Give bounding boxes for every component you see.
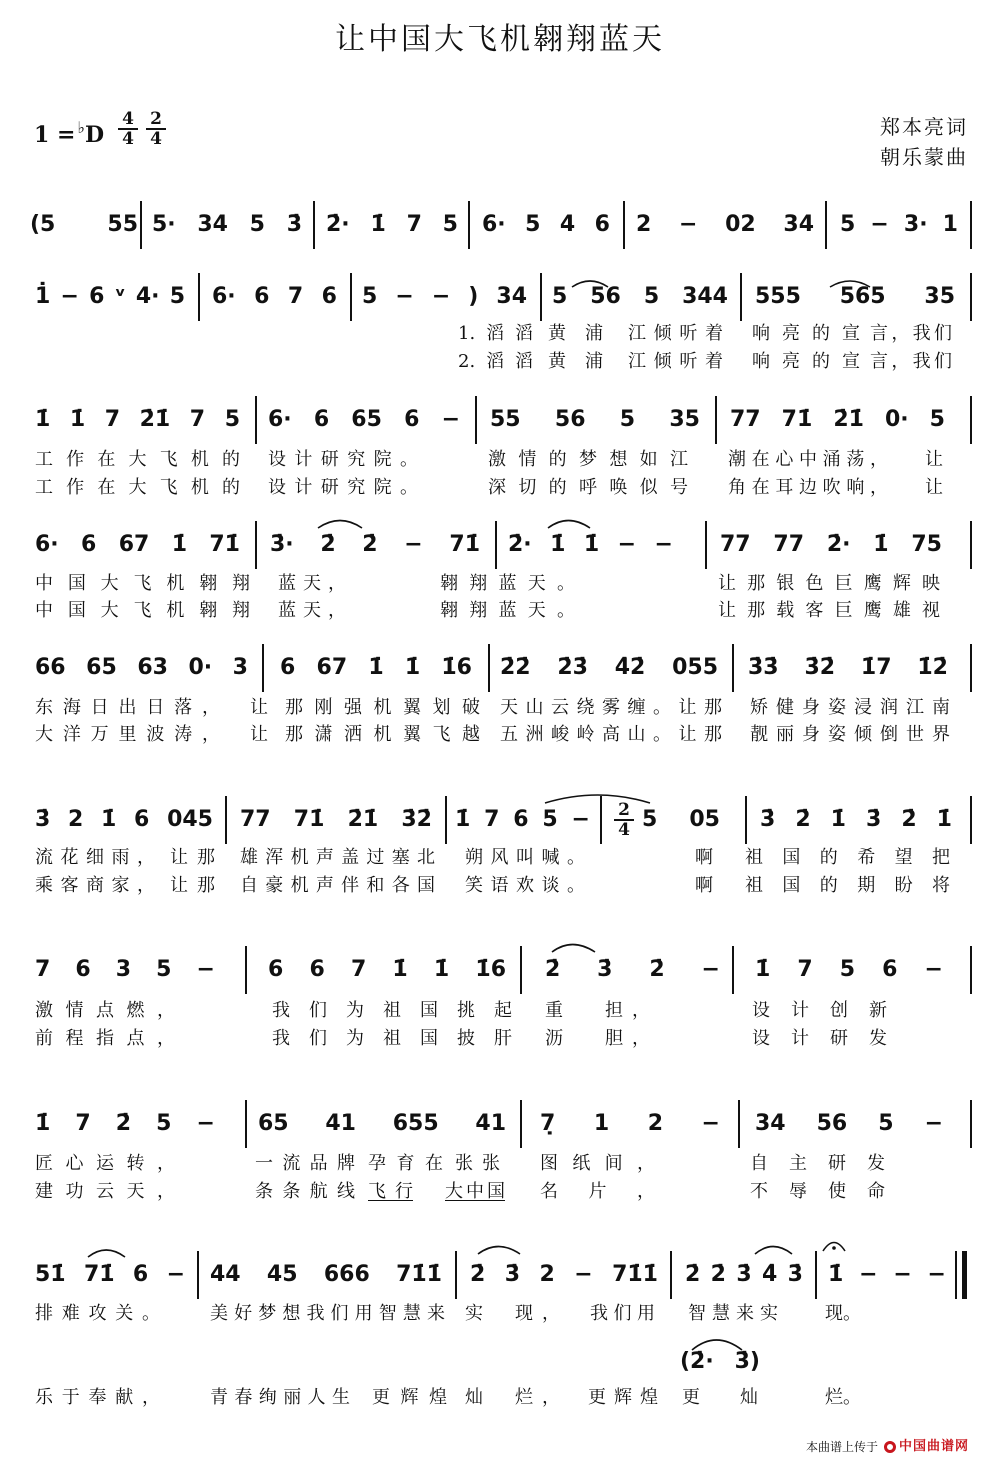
lyricist-credit: 郑本亮词 (880, 115, 968, 139)
measure: 1̇ − 6 ᵛ 4· 5 (35, 284, 185, 309)
lyric-segment: 黄浦 (548, 323, 603, 344)
song-title: 让中国大飞机翱翔蓝天 (335, 22, 665, 57)
lyric-segment: 让 (250, 724, 268, 745)
time-denominator: 4 (146, 128, 166, 148)
lyric-segment: 设计创新 (752, 1000, 887, 1021)
measure: 6 67 1̇ 1̇ 1̇6 (280, 655, 472, 680)
lyric-segment: 名片， (540, 1181, 655, 1202)
tie-arc (755, 1247, 792, 1255)
measure: 1̇ 7 5 6 − (755, 957, 943, 982)
lyric-segment: 流花细雨， (35, 847, 155, 868)
tie-arc (88, 1250, 125, 1257)
lyric-segment: 中国大飞机翱翔 (35, 600, 250, 621)
lyric-segment: 翱翔蓝天。 (440, 573, 575, 594)
measure: (5 55 (30, 212, 138, 237)
lyric-segment: 自豪机声伴和各国 (240, 875, 435, 896)
lyric-segment: 让那 (170, 875, 215, 896)
flat-sign: ♭ (77, 118, 85, 137)
measure: 34 56 5 − (755, 1111, 943, 1136)
lyric-segment: 沥 (545, 1028, 563, 1049)
site-name-link[interactable]: 中国曲谱网 (899, 1439, 970, 1454)
lyric-segment: 孕育在 (368, 1153, 443, 1174)
lyric-segment: 担， (605, 1000, 650, 1021)
measure: 3̇· 2̇ 2̇ − 71̇ (270, 532, 480, 557)
measure: 66 65 63 0· 3 (35, 655, 248, 680)
lyric-segment: 我们用 (590, 1303, 655, 1324)
lyric-segment: 乘客商家， (35, 875, 155, 896)
lyric-segment: 一流品牌 (255, 1153, 355, 1174)
measure: 6· 5 4 6 (482, 212, 610, 237)
lyric-segment: 更辉煌 (588, 1387, 658, 1408)
measure: 7̣ 1 2 − (540, 1111, 720, 1136)
lyric-segment: 自主研发 (750, 1153, 885, 1174)
tie-arc (692, 1340, 742, 1350)
composer-credit: 朝乐蒙曲 (880, 145, 968, 169)
lyric-segment: 祖国的期盼将 (745, 875, 950, 896)
footer-text: 本曲谱上传于 (806, 1440, 879, 1454)
music-site-logo-icon (884, 1441, 896, 1453)
measure: 5 56 5 344 (552, 284, 728, 309)
measure: 1̇ 1̇ 7 2̇1̇ 7 5 (35, 407, 240, 432)
lyric-segment: 江倾听着 (628, 351, 723, 372)
lyric-segment: 言，我们 (870, 323, 952, 344)
measure: 1̇ 7 6 5 − (455, 807, 590, 832)
lyric-segment: 烂。 (825, 1387, 861, 1408)
measure: 6· 6 7 6 (212, 284, 337, 309)
measure: 77 77 2̇· 1̇ 75 (720, 532, 942, 557)
lyric-segment: 深切的呼唤似号 (488, 477, 688, 498)
lyric-segment: 青春绚丽人生 (210, 1387, 350, 1408)
lyric-segment: 更辉煌 (372, 1387, 447, 1408)
lyric-segment: 胆， (605, 1028, 650, 1049)
lyric-segment: 靓丽身姿倾倒世界 (750, 724, 950, 745)
measure: 2̇ 2̇ 3̇ 4̇ 3̇ (685, 1262, 803, 1287)
lyric-segment: 雄浑机声盖过塞北 (240, 847, 435, 868)
time-denominator: 4 (118, 128, 138, 148)
tie-arc (545, 795, 650, 803)
measure: 65 41 655 41 (258, 1111, 506, 1136)
lyric-segment: 实 (465, 1303, 483, 1324)
lyric-segment: 让那 (170, 847, 215, 868)
lyric-segment: 朔风叫喊。 (465, 847, 585, 868)
measure: 5 05 (642, 807, 720, 832)
lyric-segment: 匠心运转， (35, 1153, 175, 1174)
measure: 555 565 35 (755, 284, 955, 309)
measure: 51̇ 71̇ 6 − (35, 1262, 185, 1287)
lyric-segment: 设计研究院。 (268, 477, 418, 498)
alternate-notes: (2̇· 3̇) (680, 1349, 760, 1374)
time-denominator: 4 (614, 819, 634, 839)
measure: 3̇3̇ 3̇2̇ 1̇7 1̇2̇ (748, 655, 948, 680)
measure: 7 6 3 5 − (35, 957, 215, 982)
measure: 5· 34 5 3̇ (152, 212, 302, 237)
lyric-segment: 工作在大飞机的 (35, 449, 240, 470)
lyric-segment: 重 (545, 1000, 563, 1021)
measure: 5 − − ) 34 (362, 284, 527, 309)
lyric-segment: 张张 (455, 1153, 500, 1174)
lyric-segment: 让那载客巨鹰雄视 (718, 600, 940, 621)
measure: 2̇ 3̇ 2̇ − (545, 957, 720, 982)
lyric-segment: 灿 (465, 1387, 483, 1408)
lyric-segment: 设计研究院。 (268, 449, 418, 470)
tie-arc (552, 945, 595, 953)
lyric-segment: 翱翔蓝天。 (440, 600, 575, 621)
lyric-segment: 让 (925, 477, 943, 498)
measure: 6· 6 67 1̇ 71̇ (35, 532, 240, 557)
measure: 44 45 666 71̇1̇ (210, 1262, 442, 1287)
lyric-segment: 蓝天， (278, 573, 346, 594)
key-tonic: D (84, 122, 105, 148)
lyric-segment: 天山云绕雾缠。让那 (500, 697, 722, 718)
lyric-segment: 激情点燃， (35, 1000, 175, 1021)
lyric-segment: 中国大飞机翱翔 (35, 573, 250, 594)
lyric-segment-underlined: 飞行 (368, 1181, 413, 1202)
measure: 1̇ − − − (828, 1262, 946, 1287)
measure: 2 − 02 34 (636, 212, 814, 237)
lyric-segment: 五洲峻岭高山。让那 (500, 724, 722, 745)
measure: 6 6 7 1̇ 1̇ 1̇6 (268, 957, 506, 982)
lyric-segment: 那潇洒机翼飞越 (285, 724, 480, 745)
measure: 3̇ 2̇ 1̇ 3̇ 2̇ 1̇ (760, 807, 952, 832)
lyric-segment: 江倾听着 (628, 323, 723, 344)
time-numerator: 4 (122, 109, 134, 129)
lyric-segment: 那刚强机翼划破 (285, 697, 480, 718)
measure: 77 71̇ 2̇1̇ 3̇2̇ (240, 807, 432, 832)
lyric-segment: 排难攻关。 (35, 1303, 160, 1324)
fermata-dot (832, 1246, 836, 1250)
lyric-segment: 条条航线 (255, 1181, 355, 1202)
time-numerator: 2 (618, 800, 630, 820)
measure: 3̇ 2 1̇ 6 045 (35, 807, 213, 832)
lyric-segment: 工作在大飞机的 (35, 477, 240, 498)
tie-arc (548, 521, 590, 529)
measure: 2̇· 1̇ 1̇ − − (508, 532, 673, 557)
lyric-segment: 祖国的希望把 (745, 847, 950, 868)
measure: 5 − 3· 1 (840, 212, 958, 237)
lyric-segment: 设计研发 (752, 1028, 887, 1049)
tie-arc (572, 281, 608, 287)
lyric-segment: 乐于奉献， (35, 1387, 160, 1408)
lyric-segment: 响亮的宣 (752, 351, 860, 372)
measure: 55 56 5 35 (490, 407, 700, 432)
measure: 2̇· 1̇ 7 5 (326, 212, 458, 237)
tie-arc (318, 521, 362, 529)
lyric-segment: 言，我们 (870, 351, 952, 372)
lyric-segment: 前程指点， (35, 1028, 175, 1049)
measure: 1̇ 7 2̇ 5 − (35, 1111, 215, 1136)
lyric-segment: 黄浦 (548, 351, 603, 372)
lyric-segment: 灿 (740, 1387, 758, 1408)
lyric-segment: 大洋万里波涛， (35, 724, 220, 745)
lyric-segment: 我们为祖国披肝 (272, 1028, 512, 1049)
lyric-segment: 潮在心中涌荡， (728, 449, 888, 470)
lyric-segment: 现。 (825, 1303, 861, 1324)
lyric-segment: 智慧来实 (688, 1303, 778, 1324)
lyric-segment: 让那银色巨鹰辉映 (718, 573, 940, 594)
lyric-segment: 让 (925, 449, 943, 470)
lyric-segment: 我们为祖国挑起 (272, 1000, 512, 1021)
lyric-segment: 啊 (695, 847, 713, 868)
lyric-segment: 烂， (515, 1387, 560, 1408)
tie-arc (830, 281, 870, 287)
lyric-segment: 美好梦想我们用智慧来 (210, 1303, 445, 1324)
key-prefix: 1 = (34, 122, 76, 148)
lyric-segment: 不辱使命 (750, 1181, 885, 1202)
measure: 77 71̇ 2̇1̇ 0· 5 (730, 407, 945, 432)
measure: 2̇2̇ 2̇3̇ 4̇2̇ 055 (500, 655, 718, 680)
lyric-segment: 角在耳边吹响， (728, 477, 888, 498)
lyric-segment: 1.滔滔 (458, 323, 533, 344)
lyric-segment: 激情的梦想如江 (488, 449, 688, 470)
measure: 2̇ 3̇ 2 − 71̇1̇ (470, 1262, 658, 1287)
lyric-segment: 啊 (695, 875, 713, 896)
lyric-segment: 现， (515, 1303, 560, 1324)
lyric-segment: 响亮的宣 (752, 323, 860, 344)
lyric-segment: 东海日出日落， (35, 697, 220, 718)
lyric-segment: 让 (250, 697, 268, 718)
time-numerator: 2 (150, 109, 162, 129)
lyric-segment: 建功云天， (35, 1181, 175, 1202)
lyric-segment: 图纸间， (540, 1153, 655, 1174)
lyric-segment-underlined: 大中国 (445, 1181, 505, 1202)
upload-footer (806, 1438, 969, 1456)
lyric-segment: 蓝天， (278, 600, 346, 621)
lyric-segment: 2.滔滔 (458, 351, 533, 372)
lyric-segment: 更 (682, 1387, 700, 1408)
measure: 6· 6 65 6 − (268, 407, 460, 432)
lyric-segment: 笑语欢谈。 (465, 875, 585, 896)
tie-arc (478, 1247, 520, 1255)
lyric-segment: 矫健身姿浸润江南 (750, 697, 950, 718)
